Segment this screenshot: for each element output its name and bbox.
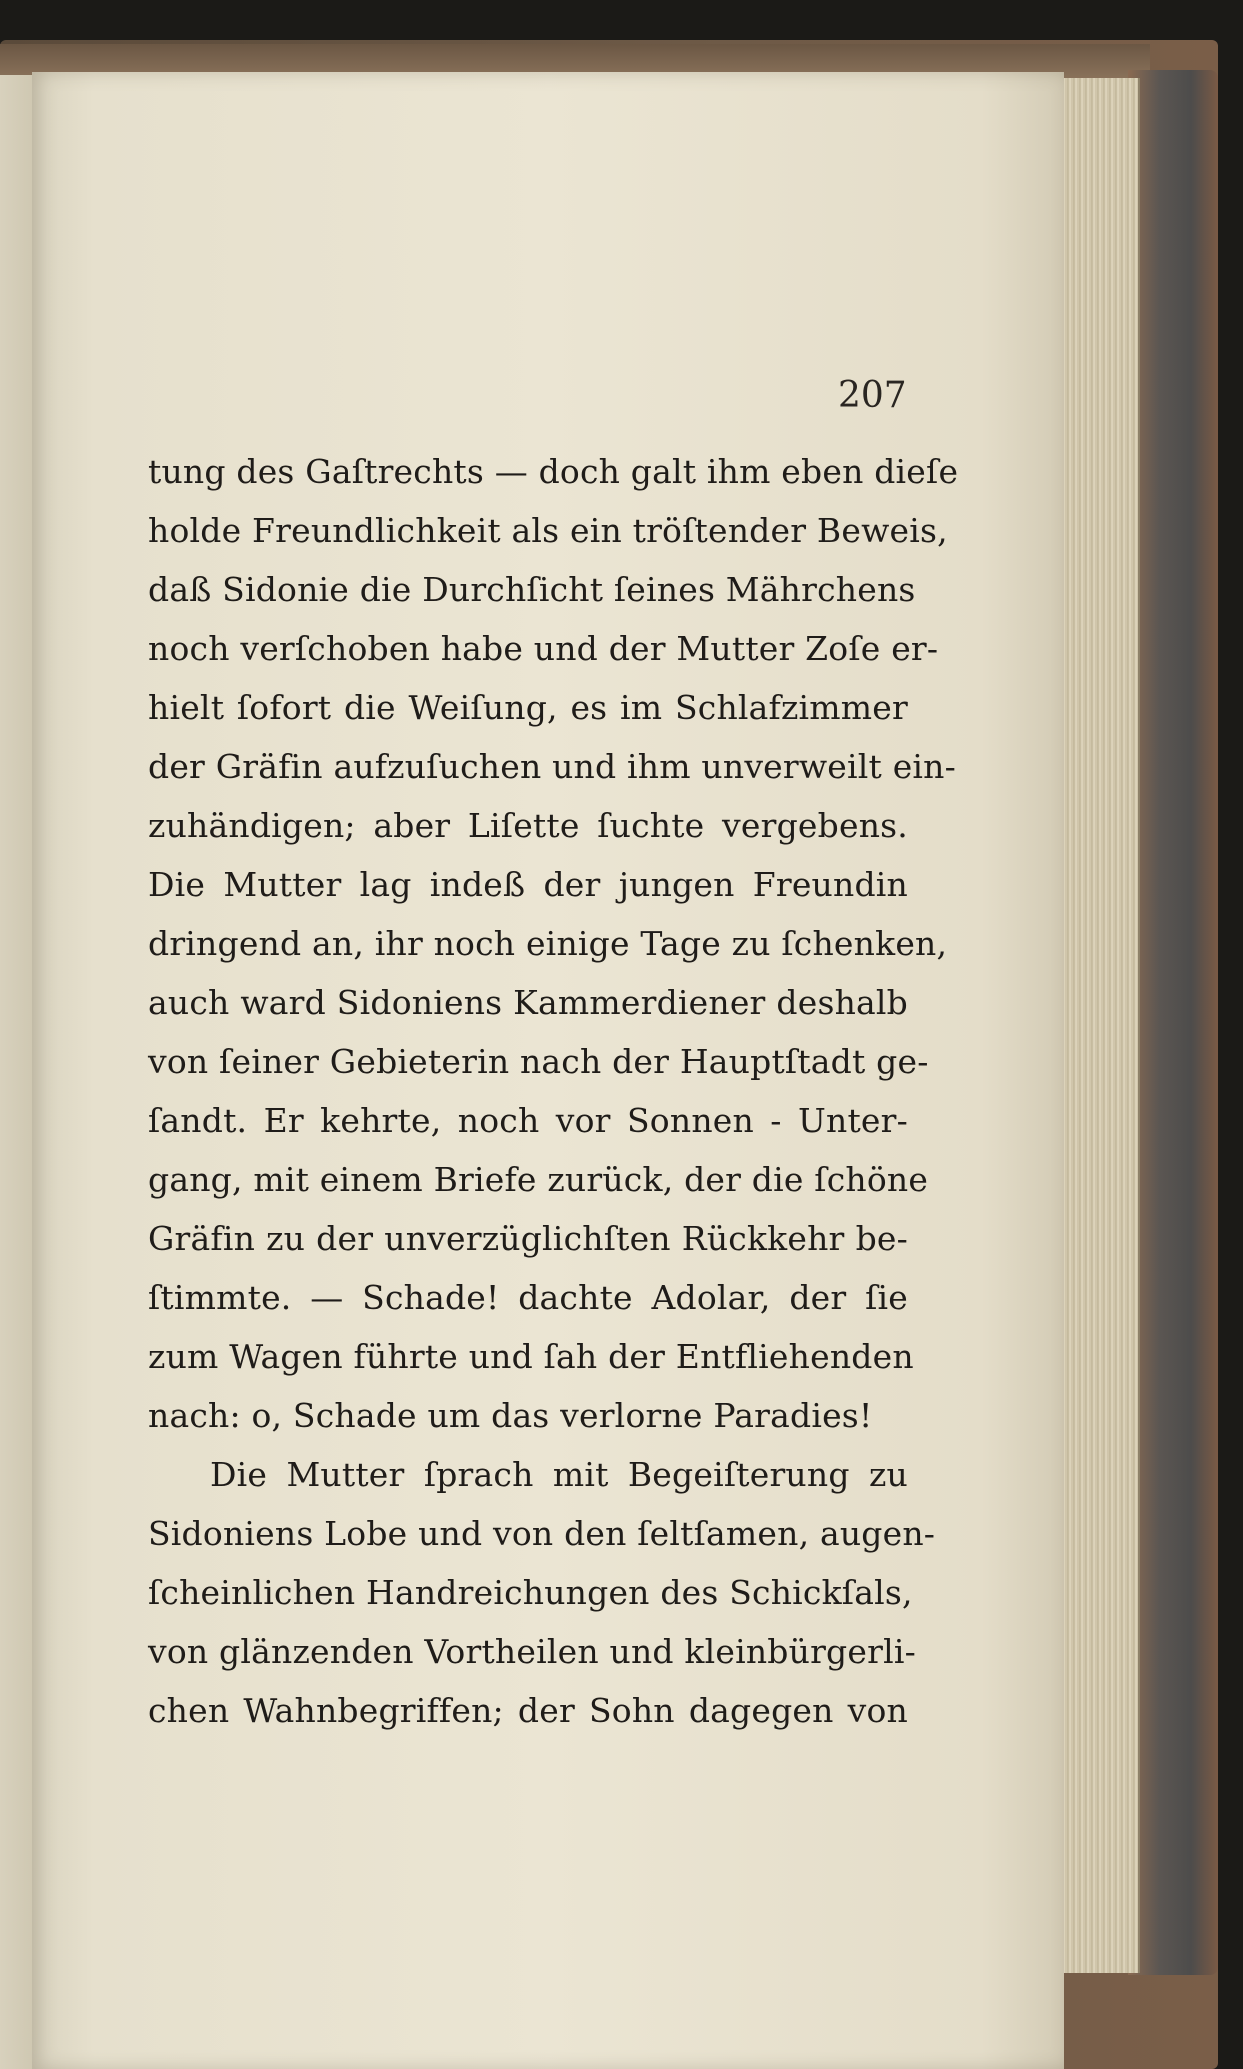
text-line: zuhändigen; aber Liſette ſuchte vergebens. (148, 806, 908, 845)
text-line: tung des Gaſtrechts — doch galt ihm eben dieſe (148, 452, 959, 491)
page-number: 207 (838, 375, 907, 416)
text-line: hielt ſofort die Weiſung, es im Schlafzimmer (148, 688, 908, 727)
text-line: ſcheinlichen Handreichungen des Schickſals, (148, 1573, 913, 1612)
text-line: gang, mit einem Briefe zurück, der die ſchöne (148, 1160, 929, 1199)
text-line: Die Mutter ſprach mit Begeiſterung zu (210, 1455, 908, 1494)
text-line: nach: o, Schade um das verlorne Paradies! (148, 1396, 873, 1435)
text-line: dringend an, ihr noch einige Tage zu ſchenken, (148, 924, 948, 963)
text-line: von glänzenden Vortheilen und kleinbürgerli- (148, 1632, 916, 1671)
text-line: ſandt. Er kehrte, noch vor Sonnen - Unter- (148, 1101, 908, 1140)
left-page-sliver (0, 75, 34, 2069)
text-line: chen Wahnbegriffen; der Sohn dagegen von (148, 1691, 908, 1730)
book-spine-edge (1128, 70, 1218, 1975)
text-line: Sidoniens Lobe und von den ſeltſamen, augen- (148, 1514, 936, 1553)
text-line: zum Wagen führte und ſah der Entfliehenden (148, 1337, 914, 1376)
text-line: holde Freundlichkeit als ein tröſtender Beweis, (148, 511, 948, 550)
text-line: daß Sidonie die Durchſicht ſeines Mährchens (148, 570, 916, 609)
text-line: auch ward Sidoniens Kammerdiener deshalb (148, 983, 908, 1022)
text-line: Die Mutter lag indeß der jungen Freundin (148, 865, 908, 904)
text-line: der Gräfin aufzuſuchen und ihm unverweilt ein- (148, 747, 956, 786)
book-page (32, 72, 1064, 2069)
page-edges (1060, 78, 1140, 1973)
body-text (148, 442, 959, 1740)
text-line: ſtimmte. — Schade! dachte Adolar, der ſie (148, 1278, 908, 1317)
text-line: von ſeiner Gebieterin nach der Hauptſtadt ge- (148, 1042, 929, 1081)
text-line: Gräfin zu der unverzüglichſten Rückkehr be- (148, 1219, 908, 1258)
text-line: noch verſchoben habe und der Mutter Zoſe er- (148, 629, 939, 668)
